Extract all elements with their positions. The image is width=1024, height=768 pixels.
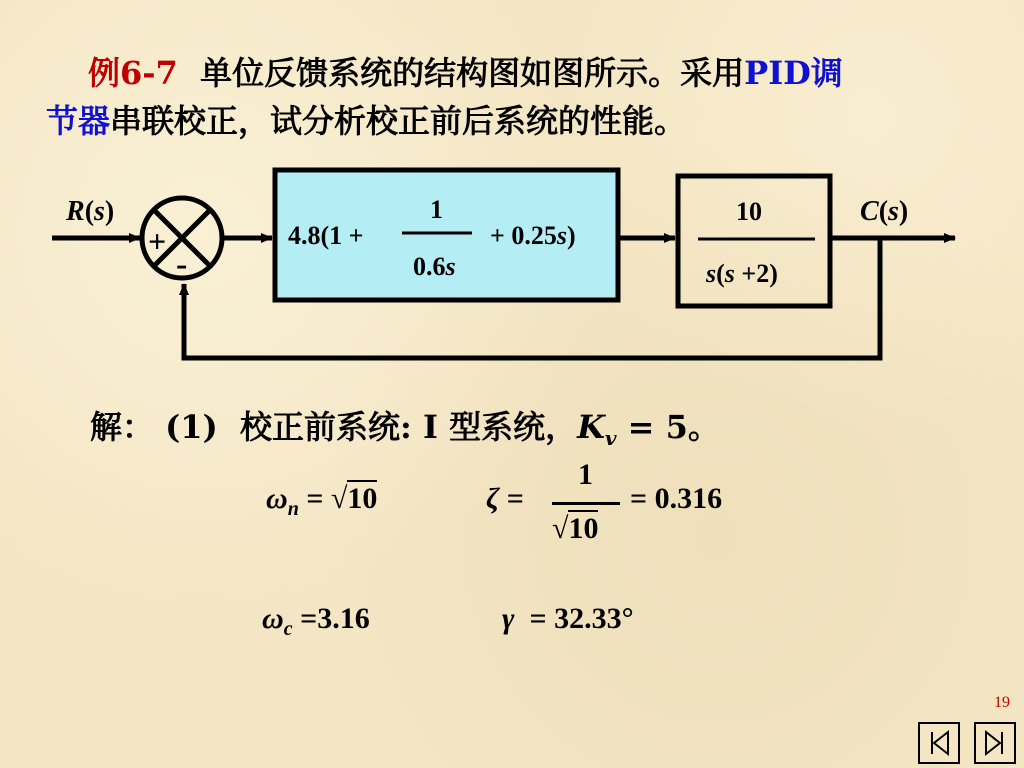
pid-block (275, 170, 618, 300)
omega-symbol: ω (266, 482, 288, 515)
sum-minus-sign: - (176, 246, 188, 283)
solution-step: (1) (165, 408, 218, 446)
skip-back-icon (920, 724, 958, 762)
zeta-fraction-bar (552, 502, 620, 505)
pid-denominator: 0.6s (413, 252, 456, 281)
summing-junction (142, 198, 222, 283)
plant-block (678, 176, 830, 306)
title-text-2: 串联校正，试分析校正前后系统的性能。 (110, 102, 687, 140)
omega-c-symbol: ω (262, 602, 284, 635)
zeta-equals: = (506, 482, 524, 515)
sum-plus-sign: + (148, 223, 167, 259)
equals-sign: = (306, 482, 324, 515)
page-number: 19 (994, 694, 1010, 711)
zeta-denominator (552, 512, 598, 546)
solution-line (90, 402, 720, 450)
sqrt-argument: 10 (347, 482, 378, 515)
gamma-symbol: γ (502, 602, 515, 635)
sqrt-sign: √ (330, 482, 348, 515)
title-text-1: 单位反馈系统的结构图如图所示。采用 (200, 54, 745, 92)
zeta-sqrt-argument: 10 (568, 512, 599, 545)
zeta-numerator: 1 (578, 458, 593, 491)
pid-prefix: 4.8(1 + (288, 221, 364, 250)
omega-c-subscript: c (283, 618, 293, 640)
zeta-sqrt-sign: √ (552, 512, 569, 545)
pid-numerator: 1 (430, 195, 443, 224)
output-label: C(s) (860, 196, 909, 227)
solution-label: 解： (90, 408, 155, 446)
kv-value: = 5。 (616, 408, 720, 446)
system-type-text: 型系统， (449, 408, 578, 446)
kv-subscript: v (604, 426, 617, 450)
example-label: 例6-7 (88, 54, 178, 92)
plant-numerator: 10 (736, 197, 762, 226)
pid-text: PID调 (744, 54, 843, 92)
omega-n-equation (266, 482, 377, 521)
zeta-symbol-group (486, 482, 524, 516)
gamma-equation (502, 602, 634, 636)
solution-text: 校正前系统: (239, 408, 412, 446)
system-type-roman: I (422, 408, 438, 446)
zeta-result: = 0.316 (630, 482, 723, 515)
plant-denominator: s(s +2) (706, 259, 778, 288)
next-slide-button[interactable] (974, 722, 1016, 764)
omega-c-value: =3.16 (300, 602, 370, 635)
gamma-value: = 32.33° (529, 602, 634, 635)
input-label: R(s) (66, 196, 115, 227)
zeta-symbol: ζ (486, 482, 500, 515)
first-slide-button[interactable] (918, 722, 960, 764)
omega-n-subscript: n (287, 498, 299, 520)
pid-controller-text: 节器 (46, 102, 111, 140)
skip-forward-icon (976, 724, 1014, 762)
pid-suffix: + 0.25s) (490, 221, 576, 250)
omega-c-equation (262, 602, 370, 641)
kv-symbol: K (577, 408, 605, 446)
